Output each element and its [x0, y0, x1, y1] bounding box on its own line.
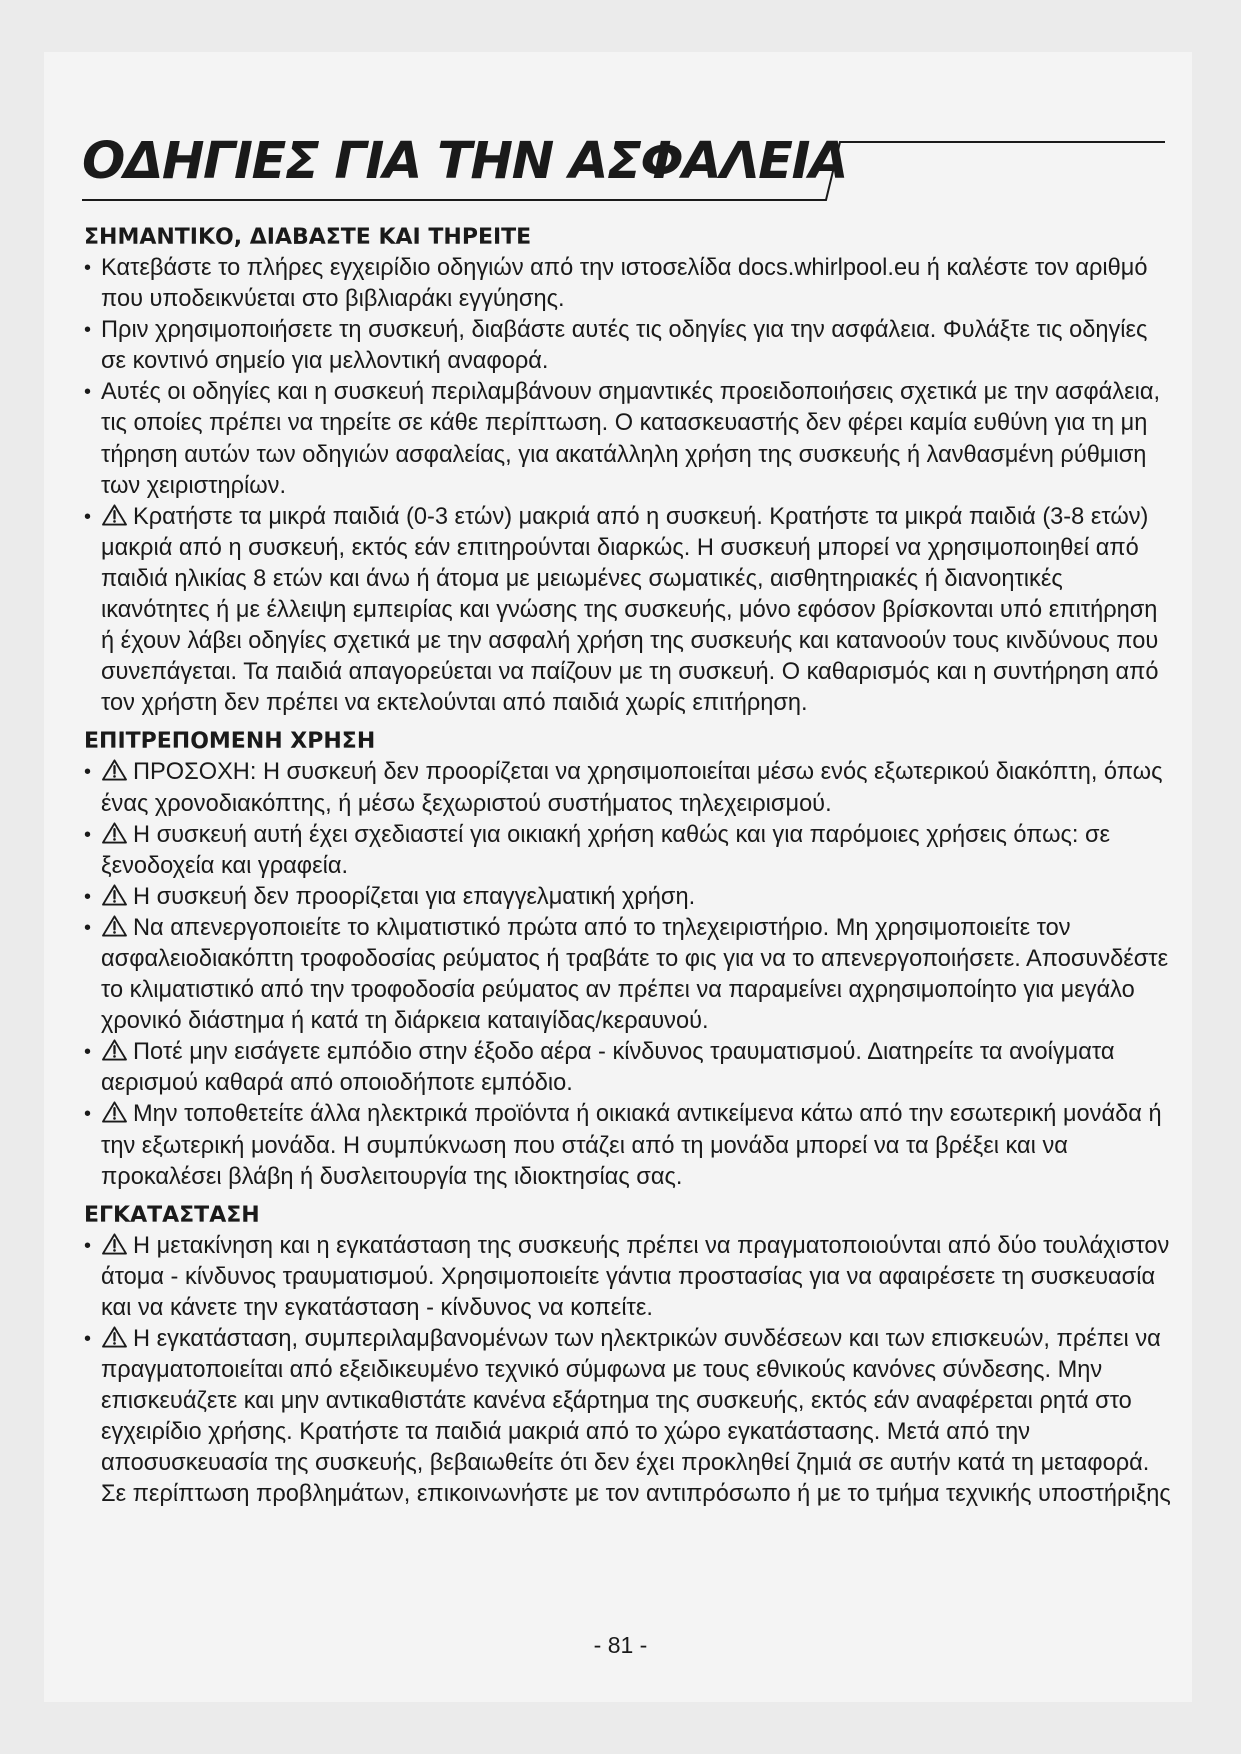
list-item [84, 882, 1174, 913]
bullet-icon: • [84, 381, 92, 404]
list-item [84, 253, 1174, 315]
bullet-icon: • [84, 885, 92, 908]
item-text: Αυτές οι οδηγίες και η συσκευή περιλαμβάνουν σημαντικές προειδοποιήσεις σχετικά με την ασφάλεια, τις οποίες πρέπει να τηρείτε σε κάθε περίπτωση. Ο κατασκευαστής δεν φέρει καμία ευθύνη για τη μη τήρηση αυτών των οδηγιών ασφαλείας, για ακατάλληλη χρήση της συσκευής ή λανθασμένη ρύθμιση των χειριστηρίων. [101, 379, 1161, 499]
section-heading: ΕΓΚΑΤΑΣΤΑΣΗ [84, 1202, 260, 1228]
item-text: Μην τοποθετείτε άλλα ηλεκτρικά προϊόντα ή οικιακά αντικείμενα κάτω από την εσωτερική μονάδα ή την εξωτερική μονάδα. Η συμπύκνωση που στάζει από τη μονάδα μπορεί να τα βρέξει και να προκαλέσει βλάβη ή δυσλειτουργία της ιδιοκτησίας σας. [101, 1101, 1162, 1190]
list-item [84, 820, 1174, 882]
page-title: ΟΔΗΓΙΕΣ ΓΙΑ ΤΗΝ ΑΣΦΑΛΕΙΑ [82, 132, 847, 191]
list-item [84, 315, 1174, 377]
section-heading: ΕΠΙΤΡΕΠΟΜΕΝΗ ΧΡΗΣΗ [84, 729, 376, 755]
item-text: Η συσκευή αυτή έχει σχεδιαστεί για οικιακή χρήση καθώς και για παρόμοιες χρήσεις όπως: σε ξενοδοχεία και γραφεία. [101, 821, 1111, 879]
bullet-icon: • [84, 1328, 92, 1350]
section-item-list [84, 1231, 1174, 1511]
list-item [84, 1037, 1174, 1099]
bullet-icon: • [84, 1041, 92, 1064]
list-item [84, 502, 1174, 720]
warning-triangle-icon [101, 1326, 128, 1348]
bullet-icon: • [84, 1234, 92, 1257]
warning-triangle-icon [101, 1039, 128, 1061]
warning-triangle-icon [101, 1101, 128, 1123]
item-text: Ποτέ μην εισάγετε εμπόδιο στην έξοδο αέρα - κίνδυνος τραυματισμού. Διατηρείτε τα ανοίγματα αερισμού καθαρά από οποιοδήποτε εμπόδιο. [101, 1039, 1115, 1097]
document-body [84, 222, 1174, 1518]
list-item [84, 377, 1174, 501]
page-number: - 81 - [593, 1632, 648, 1658]
list-item [84, 1231, 1174, 1324]
bullet-icon: • [84, 823, 92, 846]
bullet-icon: • [84, 319, 92, 342]
warning-triangle-icon [101, 915, 128, 937]
section-item-list [84, 253, 1174, 719]
list-item [84, 757, 1174, 819]
item-text: ΠΡΟΣΟΧΗ: Η συσκευή δεν προορίζεται να χρησιμοποιείται μέσω ενός εξωτερικού διακόπτη, όπως ένας χρονοδιακόπτης, ή μέσω ξεχωριστού συστήματος τηλεχειρισμού. [101, 759, 1163, 817]
warning-triangle-icon [101, 504, 128, 526]
list-item [84, 913, 1174, 1037]
item-text: Η εγκατάσταση, συμπεριλαμβανομένων των ηλεκτρικών συνδέσεων και των επισκευών, πρέπει να πραγματοποιείται από εξειδικευμένο τεχνικό σύμφωνα με τους εθνικούς κανόνες σύνδεσης. Μην επισκευάζετε και μην αντικαθιστάτε κανένα εξάρτημα της συσκευής, εκτός εάν αναφέρεται ρητά στο εγχειρίδιο χρήσης. Κρατήστε τα παιδιά μακριά από το χώρο εγκατάστασης. Μετά από την αποσυσκευασία της συσκευής, βεβαιωθείτε ότι δεν έχει προκληθεί ζημιά σε αυτήν κατά τη μεταφορά. Σε περίπτωση προβλημάτων, επικοινωνήστε με τον αντιπρόσωπο ή με το τμήμα τεχνικής υποστήριξης [101, 1326, 1171, 1508]
item-text: Να απενεργοποιείτε το κλιματιστικό πρώτα από το τηλεχειριστήριο. Μη χρησιμοποιείτε τον ασφαλειοδιακόπτη τροφοδοσίας ρεύματος ή τραβάτε το φις για να το απενεργοποιήσετε. Αποσυνδέστε το κλιματιστικό από την τροφοδοσία ρεύματος αν πρέπει να παραμείνει αχρησιμοποίητο για μεγάλο χρονικό διάστημα ή κατά τη διάρκεια καταιγίδας/κεραυνού. [101, 914, 1169, 1035]
section-heading: ΣΗΜΑΝΤΙΚΟ, ΔΙΑΒΑΣΤΕ ΚΑΙ ΤΗΡΕΙΤΕ [84, 225, 532, 250]
item-text: Κατεβάστε το πλήρες εγχειρίδιο οδηγιών από την ιστοσελίδα docs.whirlpool.eu ή καλέστε τον αριθμό που υποδεικνύεται στο βιβλιαράκι εγγύησης. [101, 255, 1148, 313]
section-item-list [84, 757, 1174, 1192]
bullet-icon: • [84, 257, 92, 279]
warning-triangle-icon [101, 1233, 128, 1255]
bullet-icon: • [84, 505, 92, 528]
bullet-icon: • [84, 761, 92, 784]
item-text: Η μετακίνηση και η εγκατάσταση της συσκευής πρέπει να πραγματοποιούνται από δύο τουλάχιστον άτομα - κίνδυνος τραυματισμού. Χρησιμοποιείτε γάντια προστασίας για να αφαιρέσετε τη συσκευασία και να κάνετε την εγκατάσταση - κίνδυνος να κοπείτε. [101, 1232, 1170, 1321]
item-text: Η συσκευή δεν προορίζεται για επαγγελματική χρήση. [133, 883, 696, 910]
bullet-icon: • [84, 1103, 92, 1126]
list-item [84, 1099, 1174, 1192]
warning-triangle-icon [101, 884, 128, 906]
bullet-icon: • [84, 916, 92, 939]
list-item [84, 1324, 1174, 1511]
item-text: Κρατήστε τα μικρά παιδιά (0-3 ετών) μακριά από η συσκευή. Κρατήστε τα μικρά παιδιά (3-8 ετών) μακριά από η συσκευή, εκτός εάν επιτηρούνται διαρκώς. Η συσκευή μπορεί να χρησιμοποιηθεί από παιδιά ηλικίας 8 ετών και άνω ή άτομα με μειωμένες σωματικές, αισθητηριακές ή διανοητικές ικανότητες ή με έλλειψη εμπειρίας και γνώσης της συσκευής, μόνο εφόσον βρίσκονται υπό επιτήρηση ή έχουν λάβει οδηγίες σχετικά με την ασφαλή χρήση της συσκευής και κατανοούν τους κινδύνους που συνεπάγεται. Τα παιδιά απαγορεύεται να παίζουν με τη συσκευή. Ο καθαρισμός και η συντήρηση από τον χρήστη δεν πρέπει να εκτελούνται από παιδιά χωρίς επιτήρηση. [101, 503, 1159, 717]
item-text: Πριν χρησιμοποιήσετε τη συσκευή, διαβάστε αυτές τις οδηγίες για την ασφάλεια. Φυλάξτε τις οδηγίες σε κοντινό σημείο για μελλοντική αναφορά. [101, 317, 1148, 375]
title-block [82, 118, 1167, 218]
warning-triangle-icon [101, 822, 128, 844]
warning-triangle-icon [101, 759, 128, 781]
